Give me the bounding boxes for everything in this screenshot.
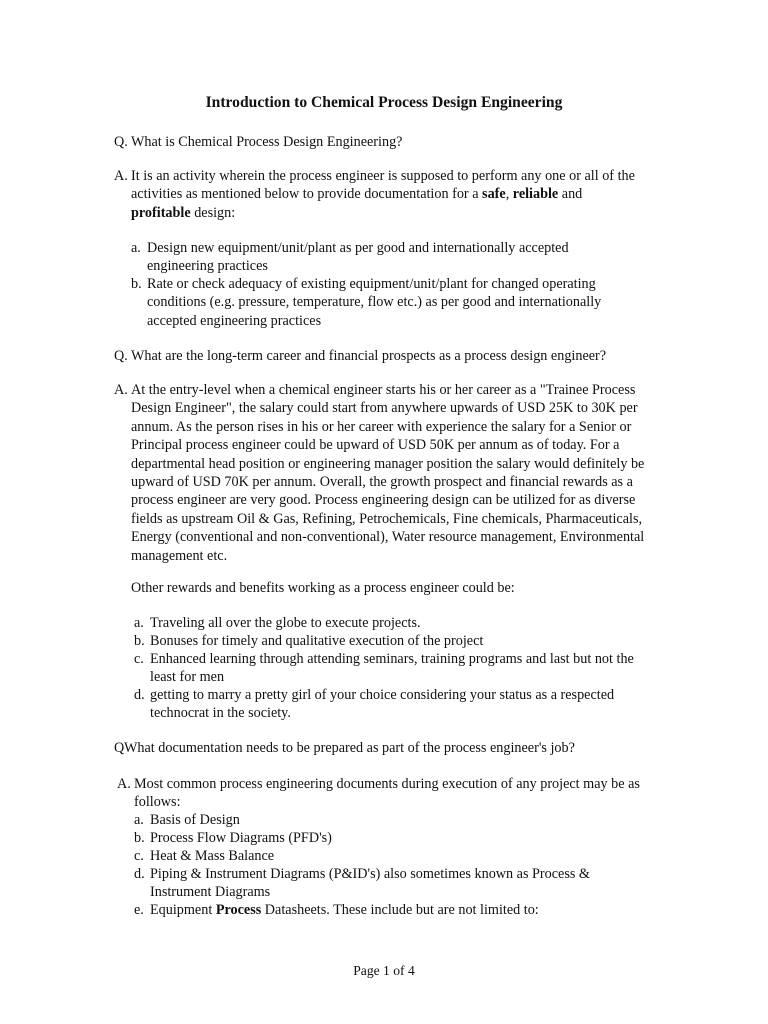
answer-1-item-b: b. Rate or check adequacy of existing equipment/unit/plant for changed operating conditions (e.g. pressure, temperature, flow etc.) as per good and internationally accepted engineering practices [131, 276, 602, 329]
question-2-label: Q. [114, 348, 128, 364]
bold-safe: safe [482, 186, 506, 203]
bold-process: Process [215, 902, 262, 918]
question-1-text: What is Chemical Process Design Engineering? [131, 134, 403, 150]
answer-1-label: A. [114, 168, 128, 184]
other-rewards-intro: Other rewards and benefits working as a process engineer could be: [131, 580, 515, 596]
answer-1-item-a: a. Design new equipment/unit/plant as per good and internationally accepted engineering practices [131, 240, 569, 275]
answer-3-item-d: d. Piping & Instrument Diagrams (P&ID's) also sometimes known as Process & Instrument Diagrams [134, 866, 590, 901]
question-3 [114, 739, 674, 757]
answer-3-item-a: a. Basis of Design [134, 812, 240, 828]
bold-profitable: profitable [131, 204, 191, 221]
page-number: Page 1 of 4 [353, 963, 415, 978]
question-3-label: Q [114, 740, 125, 756]
answer-2-item-b: b. Bonuses for timely and qualitative execution of the project [134, 633, 484, 649]
bold-reliable: reliable [512, 186, 559, 203]
answer-3-text: Most common process engineering documents during execution of any project may be as follows: [134, 776, 640, 811]
answer-3-item-e: e. Equipment Process Datasheets. These include but are not limited to: [134, 902, 539, 918]
answer-3-item-c: c. Heat & Mass Balance [134, 848, 275, 864]
answer-2-item-c: c. Enhanced learning through attending seminars, training programs and last but not the least for men [134, 651, 634, 686]
answer-3-label: A. [117, 776, 131, 792]
answer-2-item-d: d. getting to marry a pretty girl of your choice considering your status as a respected technocrat in the society. [134, 687, 615, 722]
answer-1 [114, 167, 640, 222]
document-title: Introduction to Chemical Process Design Engineering [205, 94, 563, 111]
answer-2 [114, 381, 654, 565]
question-1 [114, 133, 654, 151]
question-3-text: What documentation needs to be prepared as part of the process engineer's job? [124, 740, 575, 756]
answer-1-text: It is an activity wherein the process engineer is supposed to perform any one or all of the activities as mentioned below to provide documentation for a safe, reliable and profitable design: [131, 168, 635, 221]
answer-2-item-a: a. Traveling all over the globe to execute projects. [134, 615, 421, 631]
question-2 [114, 347, 674, 365]
answer-2-text: At the entry-level when a chemical engineer starts his or her career as a "Trainee Process Design Engineer", the salary could start from anywhere upwards of USD 25K to 30K per annum. As the person rises in his or her career with experience the salary for a Senior or Principal process engineer could be upward of USD 50K per annum as of today. For a departmental head position or engineering manager position the salary would definitely be upward of USD 70K per annum. Overall, the growth prospect and financial rewards as a process engineer are very good. Process engineering design can be utilized for as diverse fields as upstream Oil & Gas, Refining, Petrochemicals, Fine chemicals, Pharmaceuticals, Energy (conventional and non-conventional), Water resource management, Environmental management etc. [131, 382, 645, 564]
question-2-text: What are the long-term career and financial prospects as a process design engineer? [131, 348, 607, 364]
answer-3 [117, 775, 647, 812]
answer-2-label: A. [114, 382, 128, 398]
question-1-label: Q. [114, 134, 128, 150]
answer-3-item-b: b. Process Flow Diagrams (PFD's) [134, 830, 332, 846]
